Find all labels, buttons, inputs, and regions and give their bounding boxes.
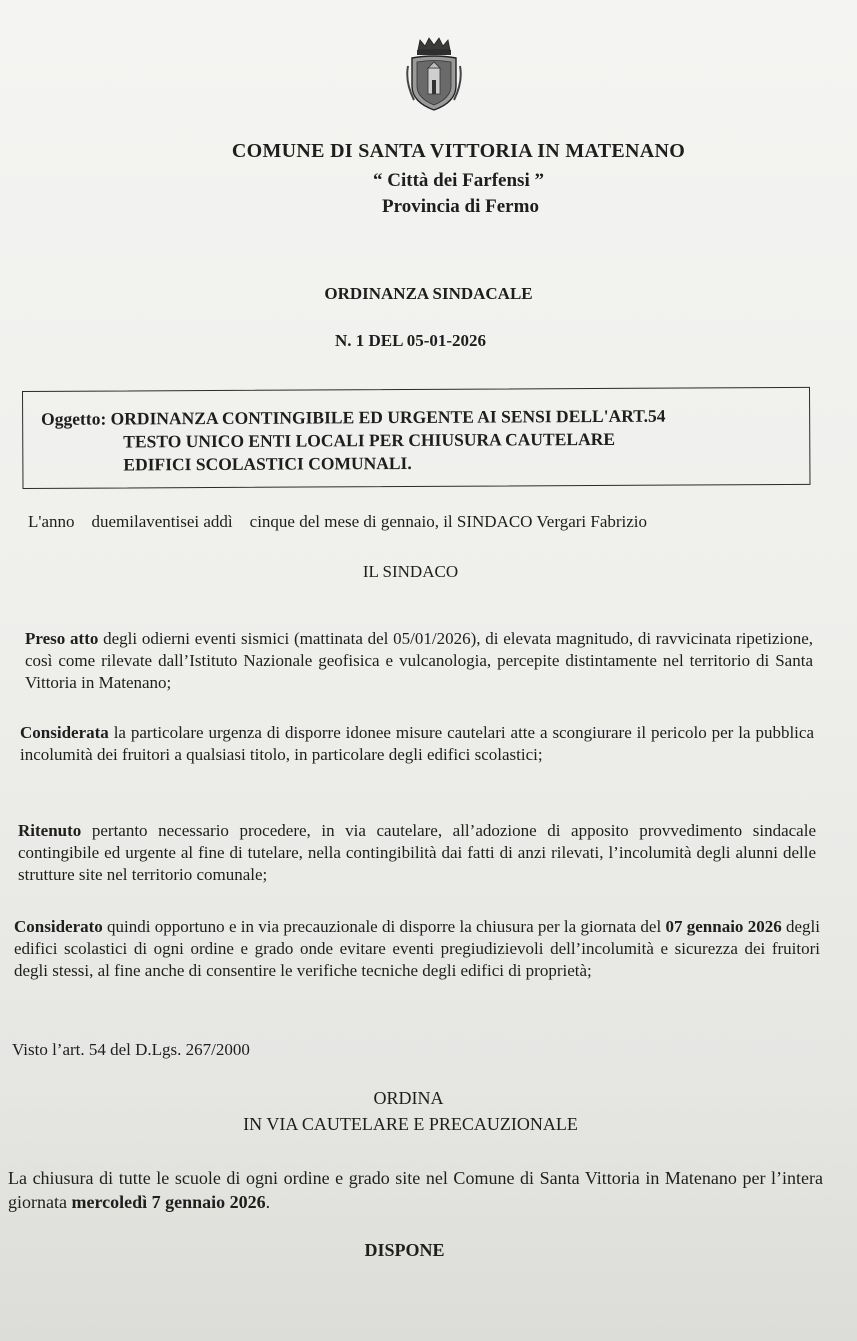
paragraph-considerata: [20, 722, 814, 766]
oggetto-text: [41, 405, 666, 477]
ordina-date: mercoledì 7 gennaio 2026: [71, 1192, 266, 1212]
ordina-text-after: .: [265, 1192, 271, 1212]
document-type: ORDINANZA SINDACALE: [324, 284, 533, 303]
oggetto-line-1-text: ORDINANZA CONTINGIBILE ED URGENTE AI SENSI DELL'ART.54: [110, 405, 666, 429]
paragraph-lead: Considerata: [20, 723, 109, 742]
provincia: Provincia di Fermo: [382, 196, 539, 217]
closure-date: 07 gennaio 2026: [665, 917, 782, 936]
ordina-paragraph: [8, 1166, 823, 1214]
dispone-heading: DISPONE: [364, 1240, 445, 1260]
oggetto-line-2: TESTO UNICO ENTI LOCALI PER CHIUSURA CAUTELARE: [123, 428, 616, 452]
paragraph-lead: Considerato: [14, 917, 103, 936]
municipal-crest-icon: [404, 36, 464, 112]
comune-motto: “ Città dei Farfensi ”: [373, 170, 544, 191]
oggetto-label: Oggetto:: [41, 408, 107, 429]
visto-line: Visto l’art. 54 del D.Lgs. 267/2000: [12, 1040, 250, 1059]
il-sindaco-heading: IL SINDACO: [362, 562, 459, 581]
paragraph-text-before: quindi opportuno e in via precauzionale di disporre la chiusura per la giornata del: [102, 917, 666, 936]
paragraph-text: degli odierni eventi sismici (mattinata del 05/01/2026), di elevata magnitudo, di ravvicinata ripetizione, così come rilevate dall’Istituto Nazionale geofisica e vulcanologia, percepite distintamente nel territorio di Santa Vittoria in Matenano;: [25, 629, 813, 692]
paragraph-preso-atto: [25, 628, 813, 694]
ordina-text-before: La chiusura di tutte le scuole di ogni ordine e grado site nel Comune di Santa Vittoria in Matenano per l’intera giornata: [8, 1168, 823, 1212]
document-number: N. 1 DEL 05-01-2026: [334, 331, 487, 350]
paragraph-text: pertanto necessario procedere, in via cautelare, all’adozione di apposito provvedimento sindacale contingibile ed urgente al fine di tutelare, nella contingibilità dai fatti di anzi rilevati, l’incolumità degli alunni delle strutture site nel territorio comunale;: [18, 821, 816, 884]
paragraph-lead: Ritenuto: [18, 821, 82, 840]
ordina-subheading: IN VIA CAUTELARE E PRECAUZIONALE: [243, 1114, 578, 1134]
paragraph-text-after: degli edifici scolastici di ogni ordine e grado onde evitare eventi pregiudizievoli dell’incolumità e sicurezza dei fruitori degli stessi, al fine anche di consentire le verifiche tecniche degli edifici di proprietà;: [14, 917, 820, 980]
oggetto-box: [22, 387, 811, 489]
paragraph-lead: Preso atto: [25, 629, 99, 648]
ordina-heading: ORDINA: [373, 1088, 444, 1108]
intro-line: L'anno duemilaventisei addì cinque del mese di gennaio, il SINDACO Vergari Fabrizio: [28, 512, 648, 531]
oggetto-line-1: [41, 405, 665, 431]
paragraph-ritenuto: [18, 820, 816, 886]
paragraph-considerato: [14, 916, 820, 982]
comune-title: COMUNE DI SANTA VITTORIA IN MATENANO: [231, 140, 686, 162]
oggetto-line-3: EDIFICI SCOLASTICI COMUNALI.: [123, 452, 412, 475]
paragraph-text: la particolare urgenza di disporre idonee misure cautelari atte a scongiurare il pericolo per la pubblica incolumità dei fruitori a qualsiasi titolo, in particolare degli edifici scolastici;: [20, 723, 814, 764]
